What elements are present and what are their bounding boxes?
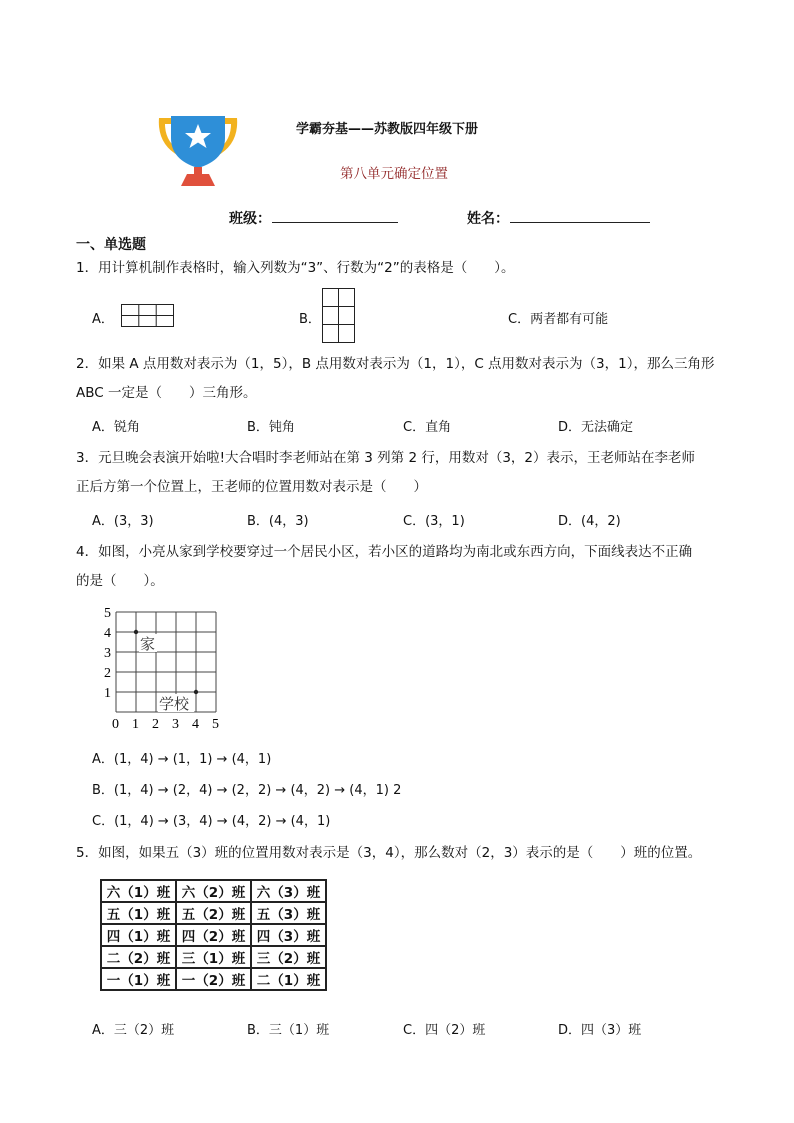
q2-stem-line1: 2．如果 A 点用数对表示为（1，5），B 点用数对表示为（1，1），C 点用数对表示为（3，1），那么三角形 [76, 356, 715, 372]
school-point [194, 690, 198, 694]
table-cell: 一（1）班 [101, 968, 176, 990]
q3-option-a[interactable]: A．(3，3) [92, 514, 154, 529]
x-tick-3: 3 [172, 717, 179, 732]
table-cell: 五（1）班 [101, 902, 176, 924]
home-point [134, 630, 138, 634]
x-tick-2: 2 [152, 717, 159, 732]
class-field[interactable] [272, 208, 398, 223]
q1-option-b[interactable]: B． [299, 312, 321, 327]
q2-stem-line2: ABC 一定是（ ）三角形。 [76, 385, 257, 401]
q5-option-a[interactable]: A．三（2）班 [92, 1023, 175, 1038]
table-cell: 四（3）班 [251, 924, 326, 946]
q2-option-c[interactable]: C．直角 [403, 420, 452, 435]
q4-stem-line1: 4．如图，小亮从家到学校要穿过一个居民小区，若小区的道路均为南北或东西方向，下面线表达不正确 [76, 544, 693, 560]
trophy-logo [155, 112, 241, 192]
table-cell: 六（1）班 [101, 880, 176, 902]
q5-option-d[interactable]: D．四（3）班 [558, 1023, 642, 1038]
table-cell: 二（2）班 [101, 946, 176, 968]
x-tick-1: 1 [132, 717, 139, 732]
q3-option-c[interactable]: C．(3，1) [403, 514, 465, 529]
q4-option-b[interactable]: B．(1，4) → (2，4) → (2，2) → (4，2) → (4，1) 2 [92, 783, 402, 798]
table-cell: 六（3）班 [251, 880, 326, 902]
unit-subtitle: 第八单元确定位置 [340, 166, 448, 182]
school-label: 学校 [159, 697, 190, 713]
table-row [101, 902, 326, 924]
q1-table-3x2-figure [121, 304, 174, 332]
q4-stem-line2: 的是（ ）。 [76, 573, 164, 589]
table-cell: 一（2）班 [176, 968, 251, 990]
q4-option-c[interactable]: C．(1，4) → (3，4) → (4，2) → (4，1) [92, 814, 331, 829]
x-tick-5: 5 [212, 717, 219, 732]
table-cell: 五（3）班 [251, 902, 326, 924]
q1-table-2x3-figure [322, 288, 356, 348]
q1-stem: 1．用计算机制作表格时，输入列数为“3”、行数为“2”的表格是（ ）。 [76, 260, 515, 276]
q3-stem-line1: 3．元旦晚会表演开始啦!大合唱时李老师站在第 3 列第 2 行，用数对（3，2）表示，王老师站在李老师 [76, 450, 696, 466]
q5-option-c[interactable]: C．四（2）班 [403, 1023, 486, 1038]
y-tick-5: 5 [104, 606, 111, 621]
q5-class-table [100, 879, 327, 991]
table-cell: 三（2）班 [251, 946, 326, 968]
table-row [101, 968, 326, 990]
table-row [101, 924, 326, 946]
q4-grid-figure [100, 604, 230, 738]
q2-option-d[interactable]: D．无法确定 [558, 420, 634, 435]
table-row [101, 946, 326, 968]
q1-option-a[interactable]: A． [92, 312, 114, 327]
q3-stem-line2: 正后方第一个位置上，王老师的位置用数对表示是（ ） [76, 479, 427, 495]
y-tick-4: 4 [104, 626, 111, 641]
name-field[interactable] [510, 208, 650, 223]
table-cell: 四（1）班 [101, 924, 176, 946]
q2-option-a[interactable]: A．锐角 [92, 420, 140, 435]
table-cell: 五（2）班 [176, 902, 251, 924]
x-tick-0: 0 [112, 717, 119, 732]
q5-option-b[interactable]: B．三（1）班 [247, 1023, 330, 1038]
y-tick-2: 2 [104, 666, 111, 681]
q3-option-b[interactable]: B．(4，3) [247, 514, 309, 529]
table-cell: 六（2）班 [176, 880, 251, 902]
q5-stem: 5．如图，如果五（3）班的位置用数对表示是（3，4），那么数对（2，3）表示的是（ ）班的位置。 [76, 845, 702, 861]
section-title: 一、单选题 [76, 237, 146, 253]
class-label: 班级： [229, 211, 271, 227]
q1-option-c[interactable]: C．两者都有可能 [508, 312, 609, 327]
table-cell: 二（1）班 [251, 968, 326, 990]
q4-option-a[interactable]: A．(1，4) → (1，1) → (4，1) [92, 752, 272, 767]
y-tick-3: 3 [104, 646, 111, 661]
table-row [101, 880, 326, 902]
q3-option-d[interactable]: D．(4，2) [558, 514, 621, 529]
table-cell: 四（2）班 [176, 924, 251, 946]
x-tick-4: 4 [192, 717, 199, 732]
q2-option-b[interactable]: B．钝角 [247, 420, 295, 435]
table-cell: 三（1）班 [176, 946, 251, 968]
page-title: 学霸夯基——苏教版四年级下册 [296, 122, 479, 137]
y-tick-1: 1 [104, 686, 111, 701]
home-label: 家 [140, 637, 156, 653]
name-label: 姓名： [467, 211, 509, 227]
